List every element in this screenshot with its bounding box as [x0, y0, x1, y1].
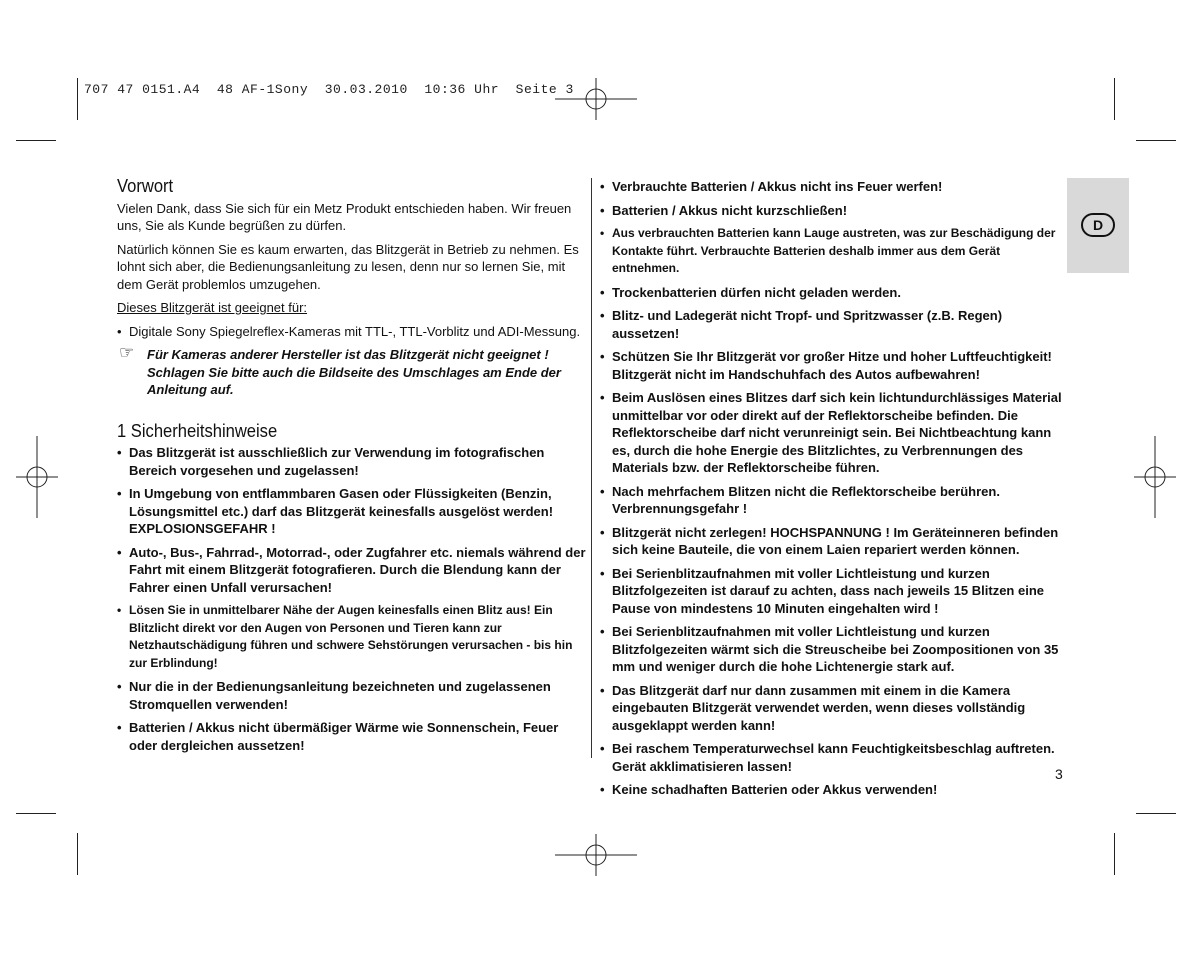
suitable-item: • Digitale Sony Spiegelreflex-Kameras mit TTL-, TTL-Vorblitz und ADI-Messung.	[117, 323, 587, 341]
crop-mark	[77, 78, 78, 120]
crop-mark	[16, 813, 56, 814]
compatibility-note-text: Für Kameras anderer Hersteller ist das Blitzgerät nicht geeignet ! Schlagen Sie bitte auch die Bildseite des Umschlages am Ende der Anleitung auf.	[147, 347, 561, 397]
suitable-heading: Dieses Blitzgerät ist geeignet für:	[117, 300, 308, 315]
safety-item: • In Umgebung von entflammbaren Gasen oder Flüssigkeiten (Benzin, Lösungsmittel etc.) darf das Blitzgerät keinesfalls ausgelöst werden! EXPLOSIONSGEFAHR !	[117, 485, 587, 538]
registration-mark-bottom	[555, 834, 637, 876]
safety-title: 1 Sicherheitshinweise	[117, 420, 278, 441]
right-column	[600, 178, 1066, 805]
safety-item: • Verbrauchte Batterien / Akkus nicht ins Feuer werfen!	[600, 178, 1066, 196]
safety-item: • Nur die in der Bedienungsanleitung bezeichneten und zugelassenen Stromquellen verwenden!	[117, 678, 587, 713]
left-column	[117, 178, 587, 760]
crop-mark	[1114, 78, 1115, 120]
crop-mark	[77, 833, 78, 875]
compatibility-note	[117, 343, 587, 399]
safety-list-right	[600, 178, 1066, 799]
language-tab	[1067, 178, 1129, 273]
safety-item: • Bei Serienblitzaufnahmen mit voller Lichtleistung und kurzen Blitzfolgezeiten wärmt sich die Streuscheibe bei Zoompositionen von 35 mm und weniger durch die hohe Lichtenergie stark auf.	[600, 623, 1066, 676]
safety-item: • Batterien / Akkus nicht übermäßiger Wärme wie Sonnenschein, Feuer oder dergleichen aussetzen!	[117, 719, 587, 754]
safety-item: • Das Blitzgerät ist ausschließlich zur Verwendung im fotografischen Bereich vorgesehen und zugelassen!	[117, 444, 587, 479]
crop-mark	[1114, 833, 1115, 875]
safety-item: • Blitz- und Ladegerät nicht Tropf- und Spritzwasser (z.B. Regen) aussetzen!	[600, 307, 1066, 342]
safety-item: • Bei raschem Temperaturwechsel kann Feuchtigkeitsbeschlag auftreten. Gerät akklimatisieren lassen!	[600, 740, 1066, 775]
safety-item: • Lösen Sie in unmittelbarer Nähe der Augen keinesfalls einen Blitz aus! Ein Blitzlicht direkt vor den Augen von Personen und Tieren kann zur Netzhautschädigung führen und schwere Sehstörungen verursachen - bis hin zur Erblindung!	[117, 602, 587, 672]
foreword-title: Vorwort	[117, 176, 174, 196]
safety-item: • Batterien / Akkus nicht kurzschließen!	[600, 202, 1066, 220]
print-header: 707 47 0151.A4 48 AF-1Sony 30.03.2010 10:36 Uhr Seite 3	[84, 82, 574, 97]
column-divider	[591, 178, 592, 758]
language-badge: D	[1081, 213, 1115, 237]
suitable-list	[117, 323, 587, 341]
safety-item: • Keine schadhaften Batterien oder Akkus verwenden!	[600, 781, 1066, 799]
foreword-para-2: Natürlich können Sie es kaum erwarten, das Blitzgerät in Betrieb zu nehmen. Es lohnt sich aber, die Bedienungsanleitung zu lesen, denn nur so lernen Sie, mit dem Gerät problemlos umzugehen.	[117, 241, 579, 292]
safety-item: • Blitzgerät nicht zerlegen! HOCHSPANNUNG ! Im Geräteinneren befinden sich keine Bauteile, die von einem Laien repariert werden können.	[600, 524, 1066, 559]
registration-mark-right	[1134, 436, 1176, 518]
safety-item: • Bei Serienblitzaufnahmen mit voller Lichtleistung und kurzen Blitzfolgezeiten ist darauf zu achten, dass nach jeweils 15 Blitzen eine Pause von mindestens 10 Minuten eingehalten wird !	[600, 565, 1066, 618]
crop-mark	[1136, 140, 1176, 141]
safety-item: • Aus verbrauchten Batterien kann Lauge austreten, was zur Beschädigung der Kontakte führt. Verbrauchte Batterien deshalb immer aus dem Gerät entnehmen.	[600, 225, 1066, 278]
registration-mark-top	[555, 78, 637, 120]
safety-item: • Auto-, Bus-, Fahrrad-, Motorrad-, oder Zugfahrer etc. niemals während der Fahrt mit einem Blitzgerät fotografieren. Durch die Blendung kann der Fahrer einen Unfall verursachen!	[117, 544, 587, 597]
registration-mark-left	[16, 436, 58, 518]
page-number: 3	[1055, 766, 1063, 782]
safety-item: • Nach mehrfachem Blitzen nicht die Reflektorscheibe berühren. Verbrennungsgefahr !	[600, 483, 1066, 518]
crop-mark	[16, 140, 56, 141]
safety-item: • Das Blitzgerät darf nur dann zusammen mit einem in die Kamera eingebauten Blitzgerät verwendet werden, wenn dieses vollständig ausgeklappt werden kann!	[600, 682, 1066, 735]
crop-mark	[1136, 813, 1176, 814]
pointing-hand-icon: ☞	[119, 343, 135, 362]
safety-list-left	[117, 444, 587, 754]
safety-item: • Beim Auslösen eines Blitzes darf sich kein lichtundurchlässiges Material unmittelbar vor oder direkt auf der Reflektorscheibe befinden. Die Reflektorscheibe darf nicht verunreinigt sein. Bei Nichtbeachtung kann es, durch die hohe Energie des Blitzlichtes, zu Verbrennungen des Materials bzw. der Reflektorscheibe führen.	[600, 389, 1066, 477]
safety-item: • Schützen Sie Ihr Blitzgerät vor großer Hitze und hoher Luftfeuchtigkeit! Blitzgerät nicht im Handschuhfach des Autos aufbewahren!	[600, 348, 1066, 383]
safety-item: • Trockenbatterien dürfen nicht geladen werden.	[600, 284, 1066, 302]
foreword-para-1: Vielen Dank, dass Sie sich für ein Metz Produkt entschieden haben. Wir freuen uns, Sie als Kunde begrüßen zu dürfen.	[117, 200, 572, 233]
